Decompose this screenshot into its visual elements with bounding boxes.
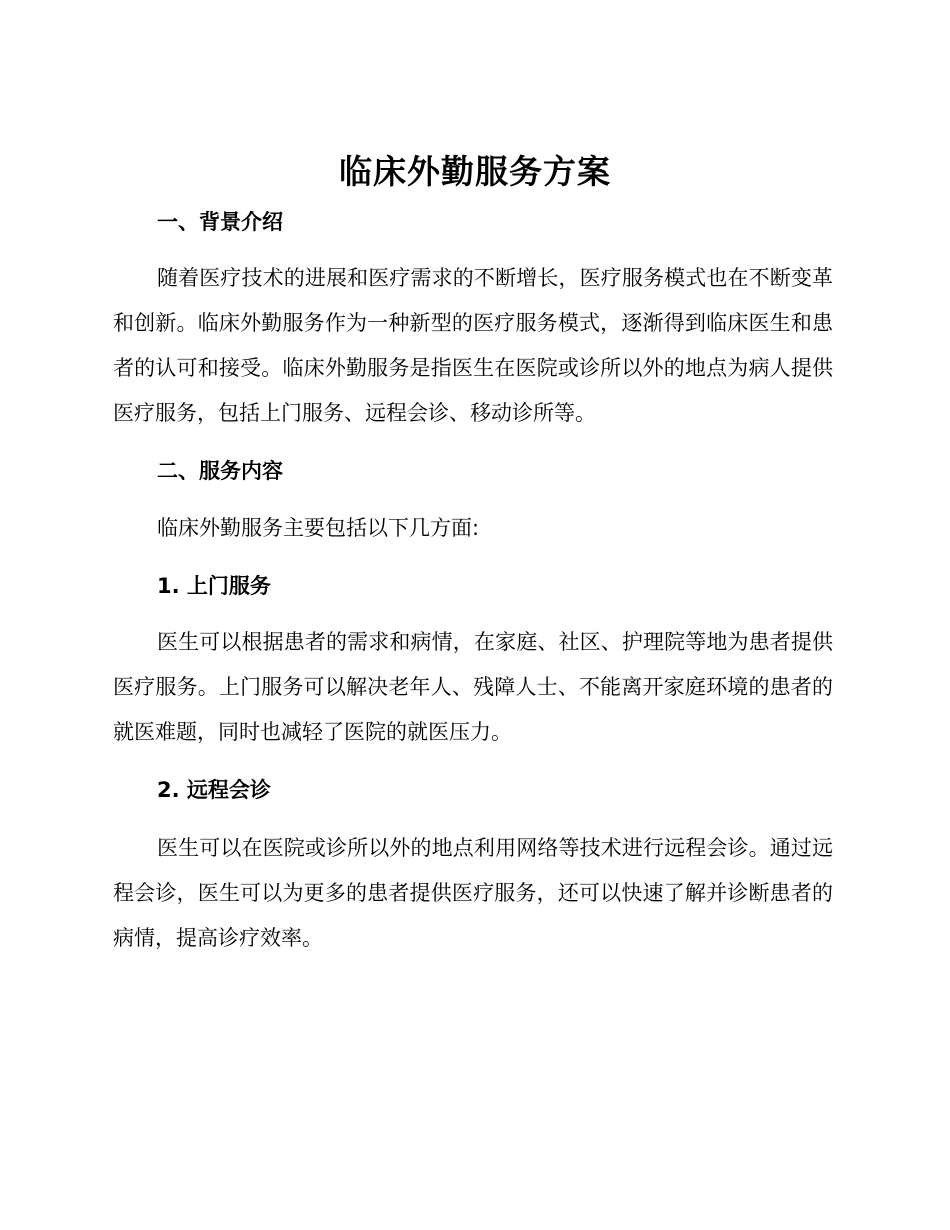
section-heading-service-content: 二、服务内容: [157, 459, 283, 483]
page-title: 临床外勤服务方案: [339, 152, 611, 191]
remote-consultation-paragraph: 医生可以在医院或诊所以外的地点利用网络等技术进行远程会诊。通过远程会诊，医生可以为更多的患者提供医疗服务，还可以快速了解并诊断患者的病情，提高诊疗效率。: [113, 836, 833, 950]
item-heading-remote-consultation: 2. 远程会诊: [157, 778, 271, 802]
home-service-paragraph: 医生可以根据患者的需求和病情，在家庭、社区、护理院等地为患者提供医疗服务。上门服务可以解决老年人、残障人士、不能离开家庭环境的患者的就医难题，同时也减轻了医院的就医压力。: [113, 630, 833, 744]
item-heading-home-service: 1. 上门服务: [157, 574, 271, 598]
background-paragraph: 随着医疗技术的进展和医疗需求的不断增长，医疗服务模式也在不断变革和创新。临床外勤服务作为一种新型的医疗服务模式，逐渐得到临床医生和患者的认可和接受。临床外勤服务是指医生在医院或诊所以外的地点为病人提供医疗服务，包括上门服务、远程会诊、移动诊所等。: [113, 266, 833, 425]
service-content-intro: 临床外勤服务主要包括以下几方面:: [157, 516, 480, 540]
section-heading-background: 一、背景介绍: [157, 210, 283, 234]
